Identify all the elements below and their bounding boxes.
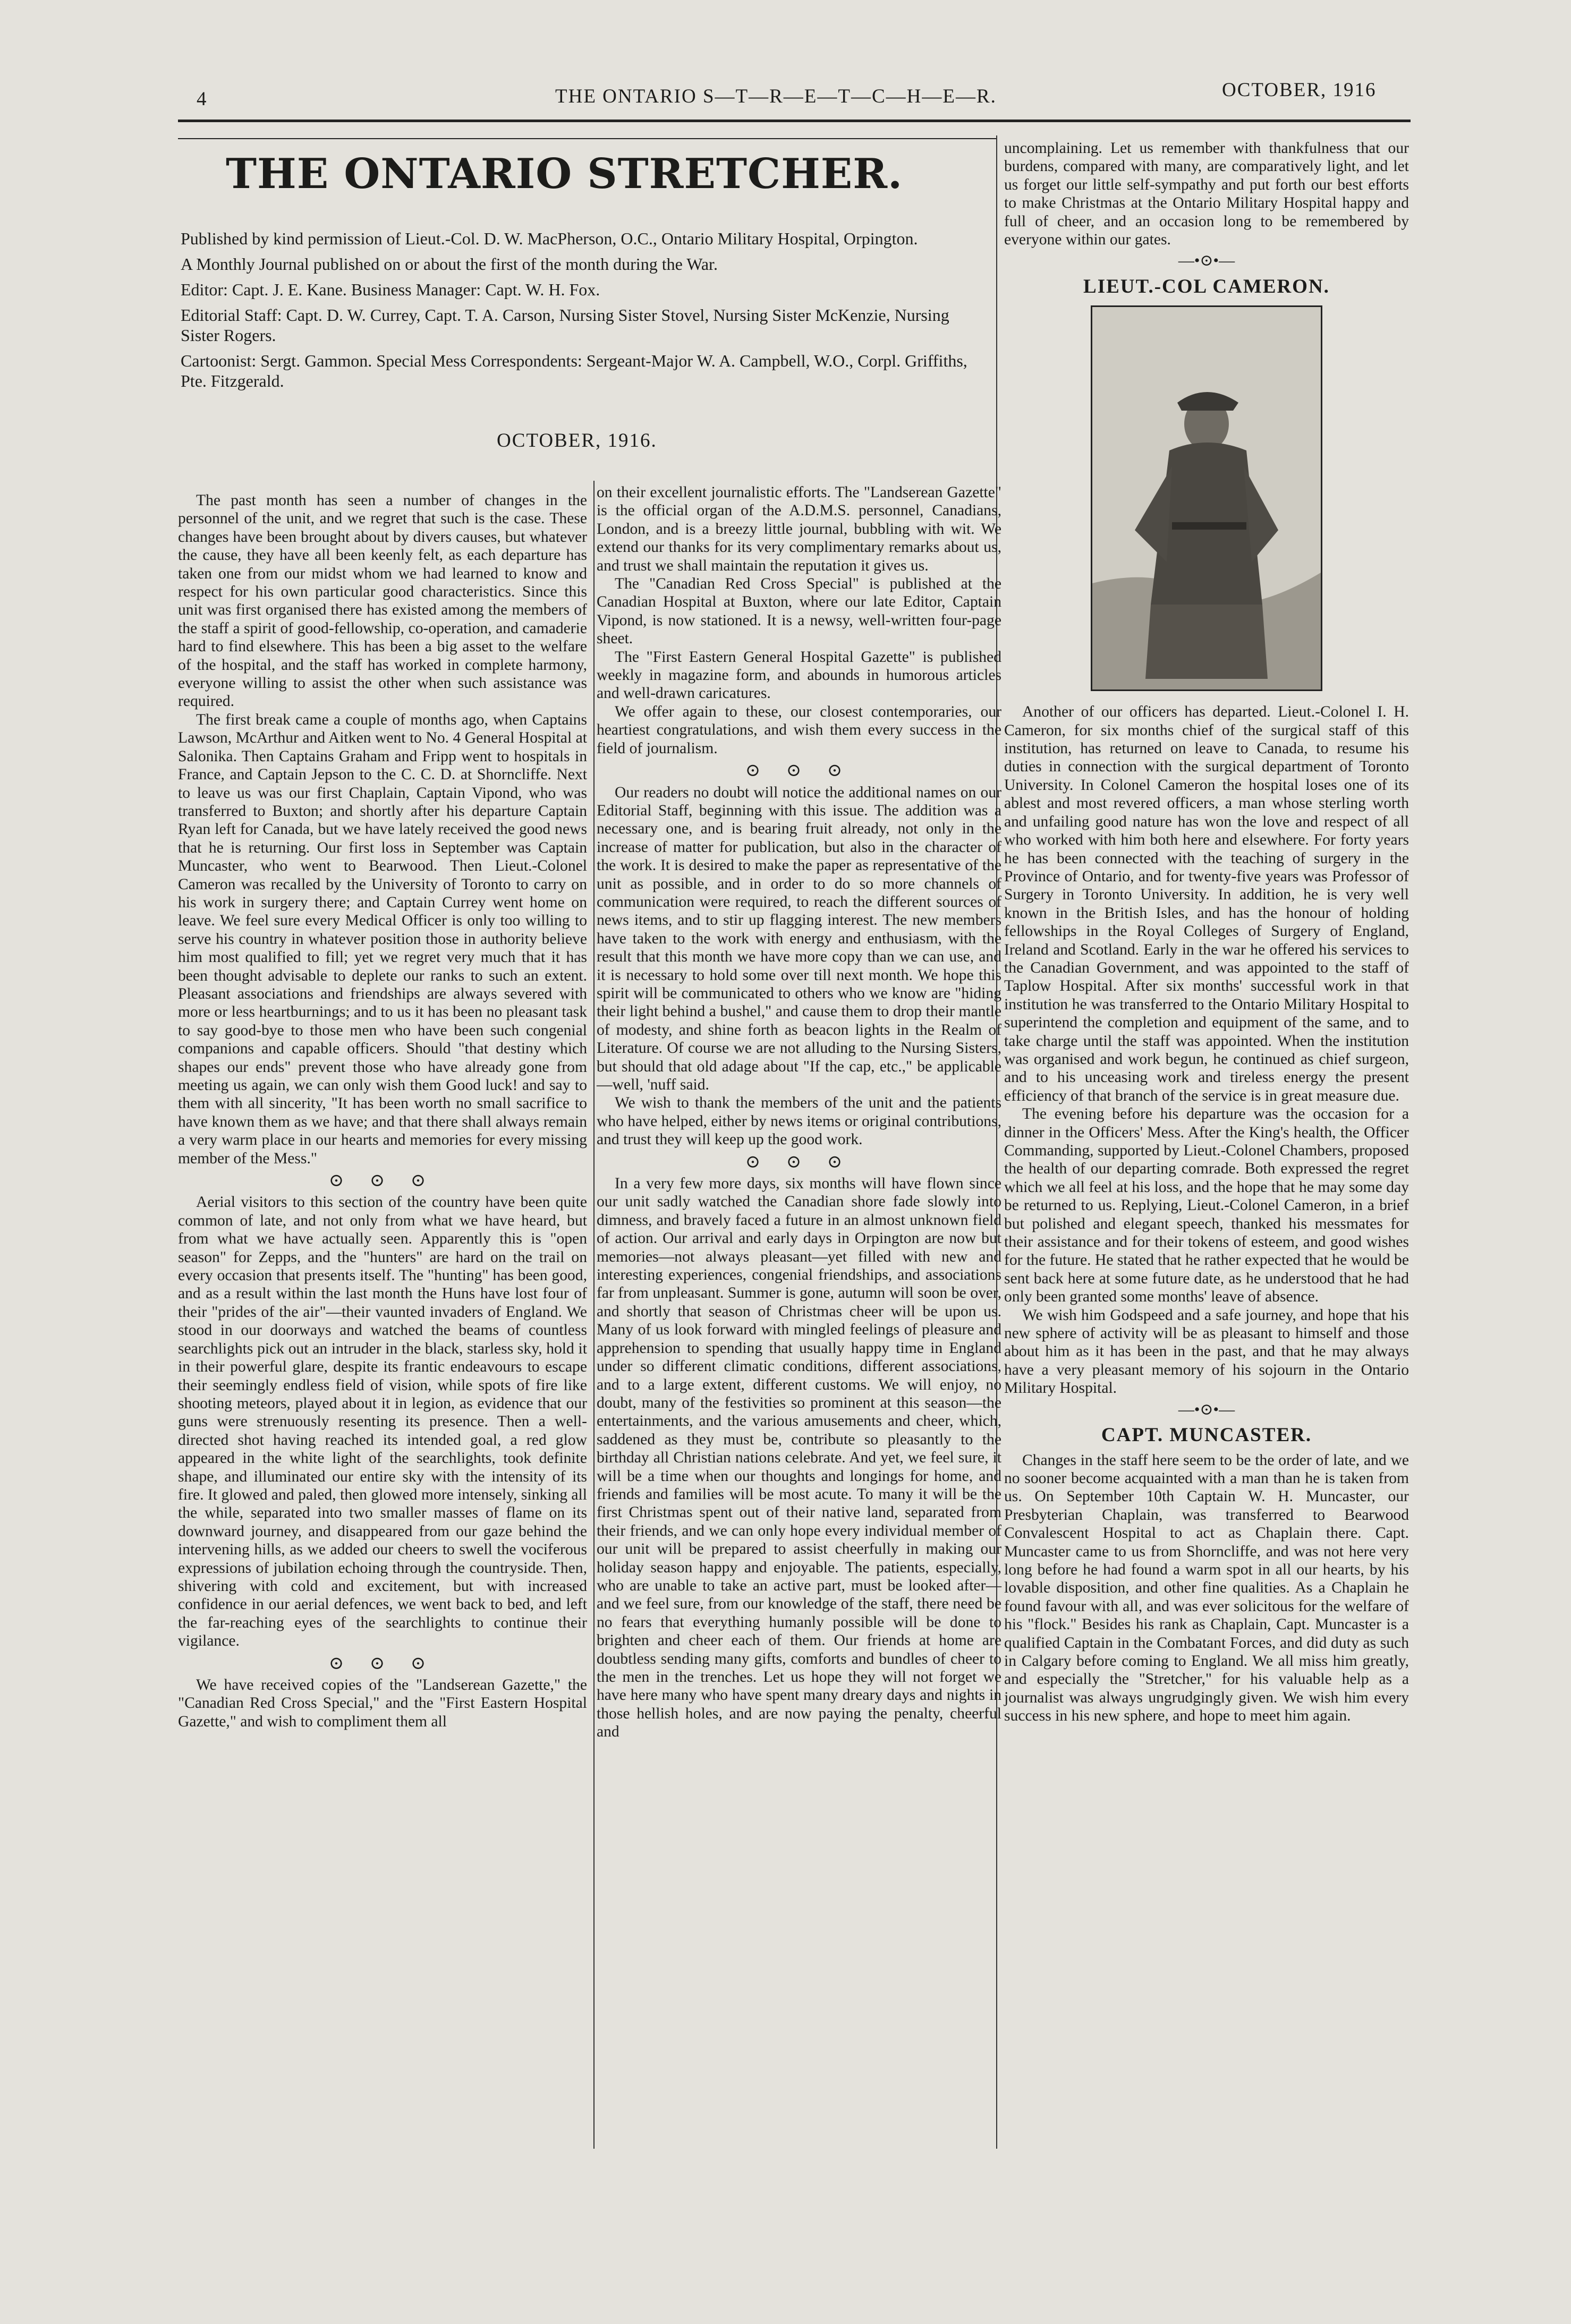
muncaster-heading: CAPT. MUNCASTER. (1101, 1424, 1312, 1446)
column-divider (593, 481, 595, 2149)
section-divider: —•⊙•— (1178, 252, 1235, 270)
editorial-paragraph: on their excellent journalistic efforts. The "Landserean Gazette" is the official organ of the A.D.M.S. personnel, Canadians, London, and is a breezy little journal, bubbling with wit. We extend our thanks for its very complimentary remarks about us, and trust we shall maintain the reputation it gives us. (597, 484, 1001, 574)
officer-portrait-image (1092, 307, 1321, 689)
cameron-paragraph: Another of our officers has departed. Lieut.-Colonel I. H. Cameron, for six months chief of the surgical staff of this institution, has returned on leave to Canada, to resume his duties in connection with the surgical department of Toronto University. In Colonel Cameron the hospital loses one of its ablest and most revered officers, a man whose sterling worth and unfailing good nature has won the love and respect of all who worked with him both here and elsewhere. For forty years he has been connected with the teaching of surgery in the Province of Ontario, and for twenty-five years was Professor of Surgery in Toronto University. In addition, he is very well known in the British Isles, and has the honour of holding fellowships in the Royal Colleges of Surgery of England, Ireland and Scotland. Early in the war he offered his services to the Canadian Government, and was appointed to the staff of Taplow Hospital. After six months' successful work in that institution he was transferred to the Ontario Military Hospital to superintend the completion and equipment of the same, and to take charge until the staff was appointed. When the institution was organised and work begun, he continued as chief surgeon, and to his unceasing work and tireless energy the present efficiency of that branch of the service is in great measure due. (1004, 703, 1409, 1104)
running-title: THE ONTARIO S—T—R—E—T—C—H—E—R. (555, 86, 997, 107)
masthead-credits (181, 228, 988, 396)
masthead-line: Editor: Capt. J. E. Kane. Business Manager: Capt. W. H. Fox. (181, 280, 600, 299)
editorial-column-1 (178, 491, 587, 1731)
editorial-paragraph: In a very few more days, six months will have flown since our unit sadly watched the Canadian shore fade slowly into dimness, and bravely faced a future in an almost unknown field of action. Our arrival and early days in Orpington are now but memories—not always pleasant—yet filled with new and interesting experiences, congenial friendships, and associations far from unpleasant. Summer is gone, autumn will soon be over, and shortly that season of Christmas cheer will be upon us. Many of us look forward with mingled feelings of pleasure and apprehension to spending that usually happy time in England under so different climatic conditions, different associations, and to a large extent, different customs. We will enjoy, no doubt, many of the festivities so prominent at this season—the entertainments, and the various amusements and cheer, which, saddened as they must be, contribute so pleasantly to the birthday all Christian nations celebrate. And yet, we feel sure, it will be a time when our thoughts and longings for home, and friends and families will be most acute. To many it will be the first Christmas spent out of their native land, separated from their friends, and we can only hope every individual member of our unit will be prepared to assist cheerfully in making our holiday season happy and enjoyable. The patients, especially, who are unable to take an active part, must be looked after—and we feel sure, from our knowledge of the staff, there need be no fears that everything humanly possible will be done to brighten and cheer each of them. Our friends at home are doubtless sending many gifts, comforts and bundles of cheer to the men in the trenches. Let us hope they will not forget we have here many who have spent many dreary days and nights in those hellish holes, and are now paying the penalty, cheerful and (597, 1175, 1001, 1741)
cameron-paragraph: The evening before his departure was the occasion for a dinner in the Officers' Mess. After the King's health, the Officer Commanding, supported by Lieut.-Colonel Chambers, proposed the health of our departing comrade. Both expressed the regret which we all feel at his loss, and the hope that he may some day be returned to us. Replying, Lieut.-Colonel Cameron, in a brief but polished and elegant speech, thanked his messmates for their assistance and for their tokens of esteem, and good wishes for the future. He stated that he rather expected that he would be sent back here at some future date, as he understood that he had only been granted some months' leave of absence. (1004, 1105, 1409, 1306)
editorial-paragraph: We wish to thank the members of the unit and the patients who have helped, either by news items or original contributions, and trust they will keep up the good work. (597, 1094, 1001, 1148)
editorial-column-2 (597, 483, 1001, 1741)
muncaster-paragraph: Changes in the staff here seem to be the order of late, and we no sooner become acquainted with a man than he is taken from us. On September 10th Captain W. H. Muncaster, our Presbyterian Chaplain, was transferred to Bearwood Convalescent Hospital to act as Chaplain there. Capt. Muncaster came to us from Shorncliffe, and was not here very long before he had found a warm spot in all our hearts, by his lovable disposition, and other fine qualities. As a Chaplain he found favour with all, and was ever solicitous for the welfare of his "flock." Besides his rank as Chaplain, Capt. Muncaster is a qualified Captain in the Combatant Forces, and did duty as such in Calgary before coming to England. We all miss him greatly, and especially the "Stretcher," for his valuable help as a journalist was always ungrudgingly given. We wish him every success in his new sphere, and hope to meet him again. (1004, 1451, 1409, 1725)
cameron-paragraph: We wish him Godspeed and a safe journey, and hope that his new sphere of activity will be as pleasant to himself and those about him as it has been in the past, and that he may always have a very pleasant memory of his sojourn in the Ontario Military Hospital. (1004, 1306, 1409, 1397)
issue-date: OCTOBER, 1916 (1222, 79, 1377, 101)
editorial-paragraph: The past month has seen a number of changes in the personnel of the unit, and we regret that such is the case. These changes have been brought about by divers causes, but whatever the cause, they have all been keenly felt, as each departure has taken one from our midst whom we had learned to know and respect for his own particular good characteristics. Since this unit was first organised there has existed among the members of the staff a spirit of good-fellowship, co-operation, and camaderie hard to find elsewhere. This has been a big asset to the welfare of the hospital, and the staff has worked in complete harmony, everyone willing to assist the other when such assistance was required. (178, 492, 587, 710)
editorial-paragraph: Our readers no doubt will notice the additional names on our Editorial Staff, beginning with this issue. The addition was a necessary one, and is bearing fruit already, not only in the increase of matter for publication, but also in the character of the work. It is desired to make the paper as representative of the unit as possible, and in order to do so more channels of communication were required, to reach the different sources of news items, and to stir up flagging interest. The new members have taken to the work with energy and enthusiasm, with the result that this month we have more copy than we can use, and it is necessary to hold some over till next month. We hope this spirit will be communicated to others who we know are "hiding their light behind a bushel," and cause them to drop their mantle of modesty, and shine forth as beacon lights in the Realm of Literature. Of course we are not alluding to the Nursing Sisters, but should that old adage about "If the cap, etc.," be applicable—well, 'nuff said. (597, 784, 1001, 1093)
masthead-title: THE ONTARIO STRETCHER. (226, 150, 903, 198)
editorial-paragraph: The "First Eastern General Hospital Gazette" is published weekly in magazine form, and abounds in humorous articles and well-drawn caricatures. (597, 648, 1001, 702)
section-divider: —•⊙•— (1178, 1400, 1235, 1418)
masthead-line: Published by kind permission of Lieut.-Col. D. W. MacPherson, O.C., Ontario Military Hospital, Orpington. (181, 229, 918, 248)
editorial-paragraph: uncomplaining. Let us remember with thankfulness that our burdens, compared with many, are comparatively light, and let us forget our little self-sympathy and put forth our best efforts to make Christmas at the Ontario Military Hospital happy and full of cheer, and an occasion long to be remembered by everyone within our gates. (1004, 140, 1409, 249)
ornament-divider: ⊙ ⊙ ⊙ (745, 761, 853, 781)
ornament-divider: ⊙ ⊙ ⊙ (328, 1653, 437, 1673)
editorial-paragraph: Aerial visitors to this section of the country have been quite common of late, and not only from what we have heard, but from what we have actually seen. Apparently this is "open season" for Zepps, and the "hunters" are hard on the trail on every occasion that presents itself. The "hunting" has been good, and as a result within the last month the Huns have lost four of their "prides of the air"—their vaunted invaders of England. We stood in our doorways and watched the beams of countless searchlights pick out an intruder in the black, starless sky, hold it in their powerful glare, despite its frantic endeavours to escape their seemingly endless field of vision, while spots of fire like shooting meteors, played about it in legion, as evidence that our guns were strenuously resenting its presence. Then a well-directed shot having reached its intended goal, a red glow appeared in the white light of the searchlights, took definite shape, and illuminated our entire sky with the intensity of its fire. It glowed and paled, then glowed more intensely, sinking all the while, separated into two smaller masses of flame on its downward journey, and disappeared from our gaze behind the intervening hills, as we added our cheers to swell the vociferous expressions of jubilation echoing through the countryside. Then, shivering with cold and excitement, but with increased confidence in our aerial defences, we went back to bed, and left the far-reaching eyes of the searchlights to continue their vigilance. (178, 1194, 587, 1650)
header-rule-thin (178, 138, 996, 139)
masthead-line: A Monthly Journal published on or about the first of the month during the War. (181, 254, 718, 274)
cameron-portrait-photo (1091, 305, 1322, 691)
editorial-paragraph: The "Canadian Red Cross Special" is published at the Canadian Hospital at Buxton, where our late Editor, Captain Vipond, is now stationed. It is a newsy, well-written four-page sheet. (597, 575, 1001, 648)
masthead-line: Editorial Staff: Capt. D. W. Currey, Capt. T. A. Carson, Nursing Sister Stovel, Nursing Sister McKenzie, Nursing Sister Rogers. (181, 305, 949, 345)
ornament-divider: ⊙ ⊙ ⊙ (328, 1171, 437, 1191)
editorial-paragraph: The first break came a couple of months ago, when Captains Lawson, McArthur and Aitken went to No. 4 General Hospital at Salonika. Then Captains Graham and Fripp went to hospitals in France, and Captain Jepson to the C. C. D. at Shorncliffe. Next to leave us was our first Chaplain, Captain Vipond, who was transferred to Buxton; and shortly after his departure Captain Ryan left for Canada, but we have lately received the good news that he is returning. Our first loss in September was Captain Muncaster, who went to Bearwood. Then Lieut.-Colonel Cameron was recalled by the University of Toronto to carry on his work in surgery there; and Captain Currey went home on leave. We feel sure every Medical Officer is only too willing to serve his country in whatever position those in authority believe him most qualified to fill; yet we regret very much that it has been thought advisable to deplete our ranks to such an extent. Pleasant associations and friendships are always severed with more or less heartburnings; and to us it has been no pleasant task to say good-bye to those men who have been such congenial companions and capable officers. Should "that destiny which shapes our ends" prevent those who have already gone from meeting us again, we can only wish them Good luck! and say to them with all sincerity, "It has been worth no small sacrifice to have known them as we have; and that there shall always remain a very warm place in our hearts and memories for every missing member of the Mess." (178, 711, 587, 1167)
ornament-divider: ⊙ ⊙ ⊙ (745, 1152, 853, 1172)
page-number: 4 (197, 88, 208, 110)
masthead-line: Cartoonist: Sergt. Gammon. Special Mess Correspondents: Sergeant-Major W. A. Campbell, W.O., Corpl. Griffiths, Pte. Fitzgerald. (181, 351, 967, 390)
editorial-paragraph: We have received copies of the "Landserean Gazette," the "Canadian Red Cross Special," and the "First Eastern Hospital Gazette," and wish to compliment them all (178, 1676, 587, 1730)
header-rule (178, 120, 1411, 122)
issue-dateline: OCTOBER, 1916. (497, 430, 657, 452)
cameron-heading: LIEUT.-COL CAMERON. (1083, 275, 1330, 297)
editorial-paragraph: We offer again to these, our closest contemporaries, our heartiest congratulations, and wish them every success in the field of journalism. (597, 703, 1001, 757)
column-3 (1004, 139, 1409, 1725)
